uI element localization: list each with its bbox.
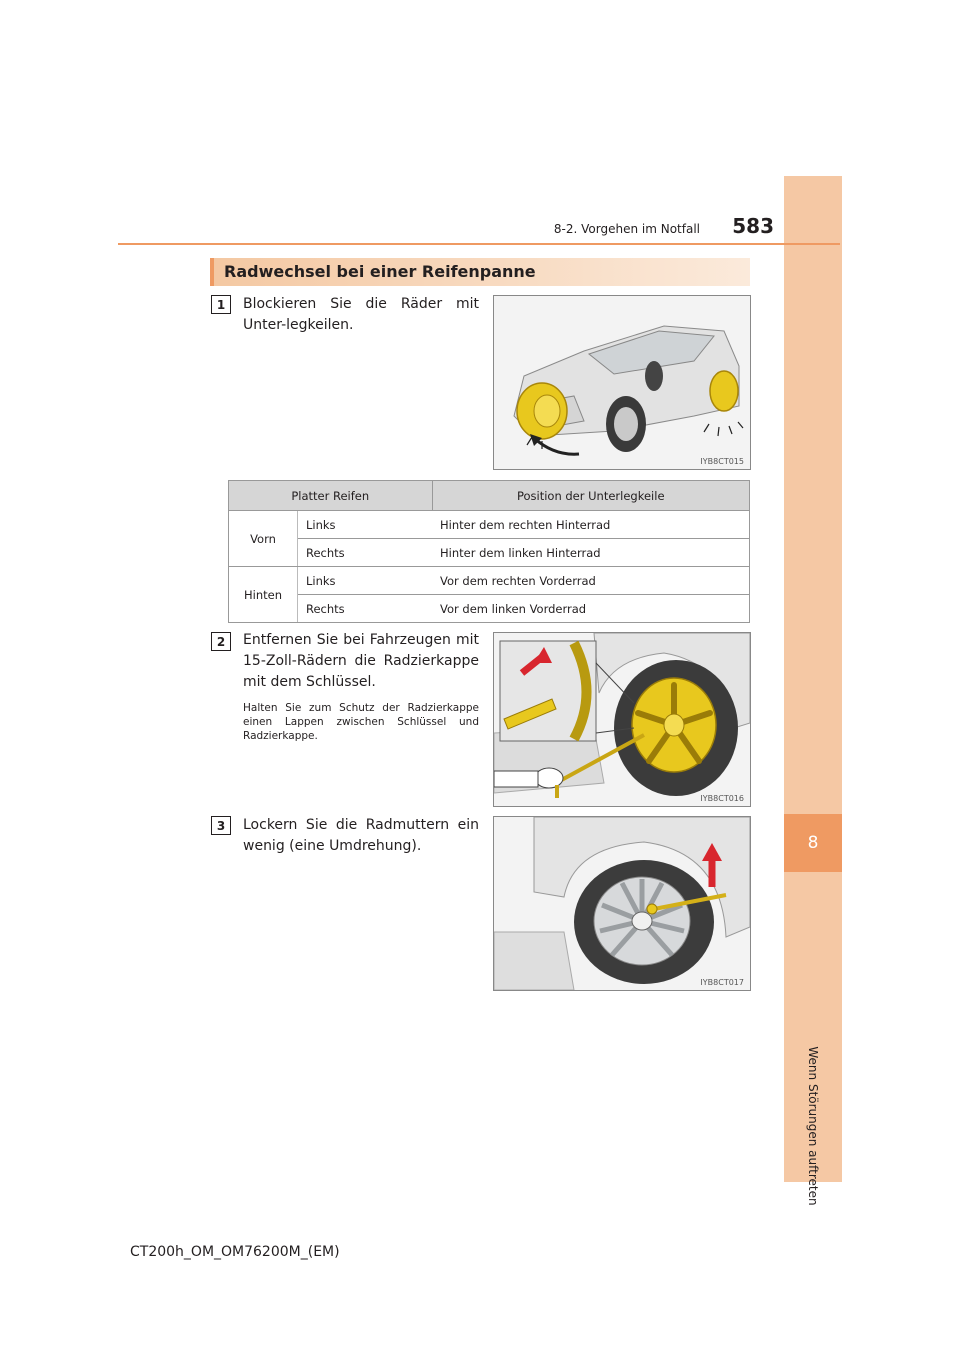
table-cell-position: Vor dem linken Vorderrad	[432, 595, 750, 623]
section-title: Radwechsel bei einer Reifenpanne	[224, 262, 536, 281]
table-row	[229, 595, 750, 623]
title-accent	[210, 258, 214, 286]
table-cell-side: Links	[298, 567, 433, 595]
figure-hubcap-removal	[493, 632, 751, 807]
table-header-wedge-position: Position der Unterlegkeile	[432, 481, 750, 511]
figure-loosen-nuts	[493, 816, 751, 991]
hubcap-removal-illustration	[494, 633, 750, 806]
table-row	[229, 511, 750, 539]
step-3-text: Lockern Sie die Radmuttern ein wenig (eine Umdrehung).	[243, 817, 479, 854]
step-2-note: Halten Sie zum Schutz der Radzierkappe einen Lappen zwischen Schlüssel und Radzierkappe.	[243, 702, 479, 742]
car-with-chocks-illustration	[494, 296, 750, 469]
chapter-side-tab	[784, 176, 842, 1206]
table-group-label: Vorn	[229, 511, 298, 567]
figure-code: IYB8CT015	[700, 457, 744, 466]
figure-code: IYB8CT017	[700, 978, 744, 987]
chapter-number: 8	[784, 814, 842, 872]
table-cell-position: Hinter dem linken Hinterrad	[432, 539, 750, 567]
table-header-flat-tire: Platter Reifen	[229, 481, 433, 511]
step-3-badge: 3	[211, 816, 231, 835]
table-cell-position: Hinter dem rechten Hinterrad	[432, 511, 750, 539]
header-divider	[118, 243, 840, 245]
figure-wheel-chocks	[493, 295, 751, 470]
table-row	[229, 567, 750, 595]
figure-code: IYB8CT016	[700, 794, 744, 803]
step-2-text: Entfernen Sie bei Fahrzeugen mit 15-Zoll-Rädern die Radzierkappe mit dem Schlüssel.	[243, 632, 479, 690]
document-footer: CT200h_OM_OM76200M_(EM)	[130, 1244, 340, 1260]
chapter-title: Wenn Störungen auftreten	[806, 1046, 820, 1206]
step-1-text: Blockieren Sie die Räder mit Unter-legkeilen.	[243, 296, 479, 333]
table-group-label: Hinten	[229, 567, 298, 623]
loosen-nuts-illustration	[494, 817, 750, 990]
page-number: 583	[732, 214, 774, 238]
section-title-bar	[210, 258, 750, 286]
table-row	[229, 539, 750, 567]
wheel-chock-table	[228, 480, 750, 623]
table-cell-position: Vor dem rechten Vorderrad	[432, 567, 750, 595]
section-label: 8-2. Vorgehen im Notfall	[553, 222, 700, 236]
table-cell-side: Rechts	[298, 595, 433, 623]
step-1-badge: 1	[211, 295, 231, 314]
table-cell-side: Rechts	[298, 539, 433, 567]
step-2-badge: 2	[211, 632, 231, 651]
table-cell-side: Links	[298, 511, 433, 539]
